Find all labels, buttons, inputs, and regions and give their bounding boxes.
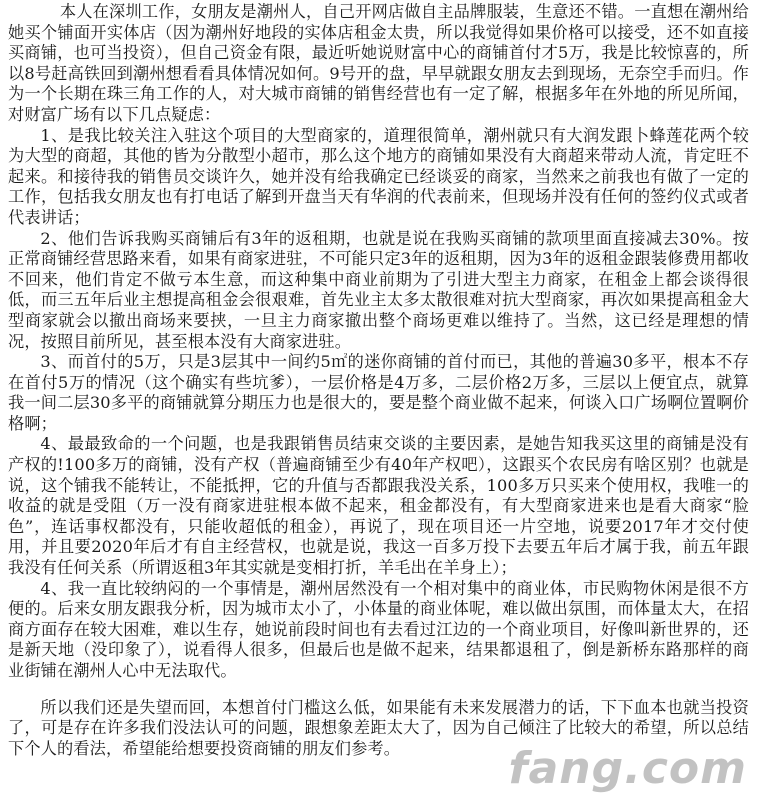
point-1-paragraph: 1、是我比较关注入驻这个项目的大型商家的，道理很简单，潮州就只有大润发跟卜蜂莲花两个较为大型的商超，其他的皆为分散型小超市，那么这个地方的商铺如果没有大商超来带动人流，肯定旺不起来。和接待我的销售员交谈许久，她并没有给我确定已经谈妥的商家，当然来之前我也有做了一定的工作，包括我女朋友也有打电话了解到开盘当天有华润的代表前来，但现场并没有任何的签约仪式或者代表讲话；	[8, 125, 749, 227]
point-3-paragraph: 3、而首付的5万，只是3层其中一间约5㎡的迷你商铺的首付而已，其他的普遍30多平，根本不存在首付5万的情况（这个确实有些坑爹），一层价格是4万多，二层价格2万多，三层以上便宜点，就算我一间二层30多平的商铺就算分期压力也是很大的，要是整个商业做不起来，何谈入口广场啊位置啊价格啊；	[8, 352, 749, 433]
conclusion-paragraph: 所以我们还是失望而回，本想首付门槛这么低，如果能有未来发展潜力的话，下下血本也就当投资了，可是存在许多我们没法认可的问题，跟想象差距太大了，因为自己倾注了比较大的希望，所以总结下个人的看法，希望能给想要投资商铺的朋友们参考。	[8, 697, 749, 758]
point-2-paragraph: 2、他们告诉我购买商铺后有3年的返租期，也就是说在我购买商铺的款项里面直接减去30%。按正常商铺经营思路来看，如果有商家进驻，不可能只定3年的返租期，因为3年的返租金跟装修费用都收不回来，他们肯定不做亏本生意，而这种集中商业前期为了引进大型主力商家，在租金上都会谈得很低，而三五年后业主想提高租金会很艰难，首先业主太多太散很难对抗大型商家，再次如果提高租金大型商家就会以撤出商场来要挟，一旦主力商家撤出整个商场更难以维持了。当然，这已经是理想的情况，按照目前所见，甚至根本没有大商家进驻。	[8, 228, 749, 351]
point-4-paragraph: 4、最最致命的一个问题，也是我跟销售员结束交谈的主要因素，是她告知我买这里的商铺是没有产权的!100多万的商铺，没有产权（普遍商铺至少有40年产权吧），这跟买个农民房有啥区别？也就是说，这个铺我不能转让，不能抵押，它的升值与否都跟我没关系，100多万只买来个使用权，我唯一的收益的就是受阻（万一没有商家进驻根本做不起来，租金都没有，有大型商家进来也是看大商家“脸色”，连话事权都没有，只能收超低的租金），再说了，现在项目还一片空地，说要2017年才交付使用，并且要2020年后才有自主经营权，也就是说，我这一百多万投下去要五年后才属于我，前五年跟我没有任何关系（所谓返租3年其实就是变相打折，羊毛出在羊身上）；	[8, 434, 749, 578]
paragraph-gap	[8, 682, 749, 698]
point-5-paragraph: 4、我一直比较纳闷的一个事情是，潮州居然没有一个相对集中的商业体，市民购物休闲是很不方便的。后来女朋友跟我分析，因为城市太小了，小体量的商业体呢，难以做出氛围，而体量太大，在招商方面存在较大困难，难以生存，她说前段时间也有去看过江边的一个商业项目，好像叫新世界的，还是新天地（没印象了），说看得人很多，但最后也是做不起来，结果都退租了，倒是新桥东路那样的商业街铺在潮州人心中无法取代。	[8, 578, 749, 680]
site-watermark: fang.com	[508, 743, 747, 794]
intro-paragraph: 本人在深圳工作，女朋友是潮州人，自己开网店做自主品牌服装，生意还不错。一直想在潮州给她买个铺面开实体店（因为潮州好地段的实体店租金太贵，所以我觉得如果价格可以接受，还不如直接买商铺，也可当投资），但自己资金有限，最近听她说财富中心的商铺首付才5万，我是比较惊喜的，所以8号赶高铁回到潮州想看看具体情况如何。9号开的盘，早早就跟女朋友去到现场，无奈空手而归。作为一个长期在珠三角工作的人，对大城市商铺的销售经营也有一定了解，根据多年在外地的所见所闻，对财富广场有以下几点疑虑：	[8, 2, 749, 124]
